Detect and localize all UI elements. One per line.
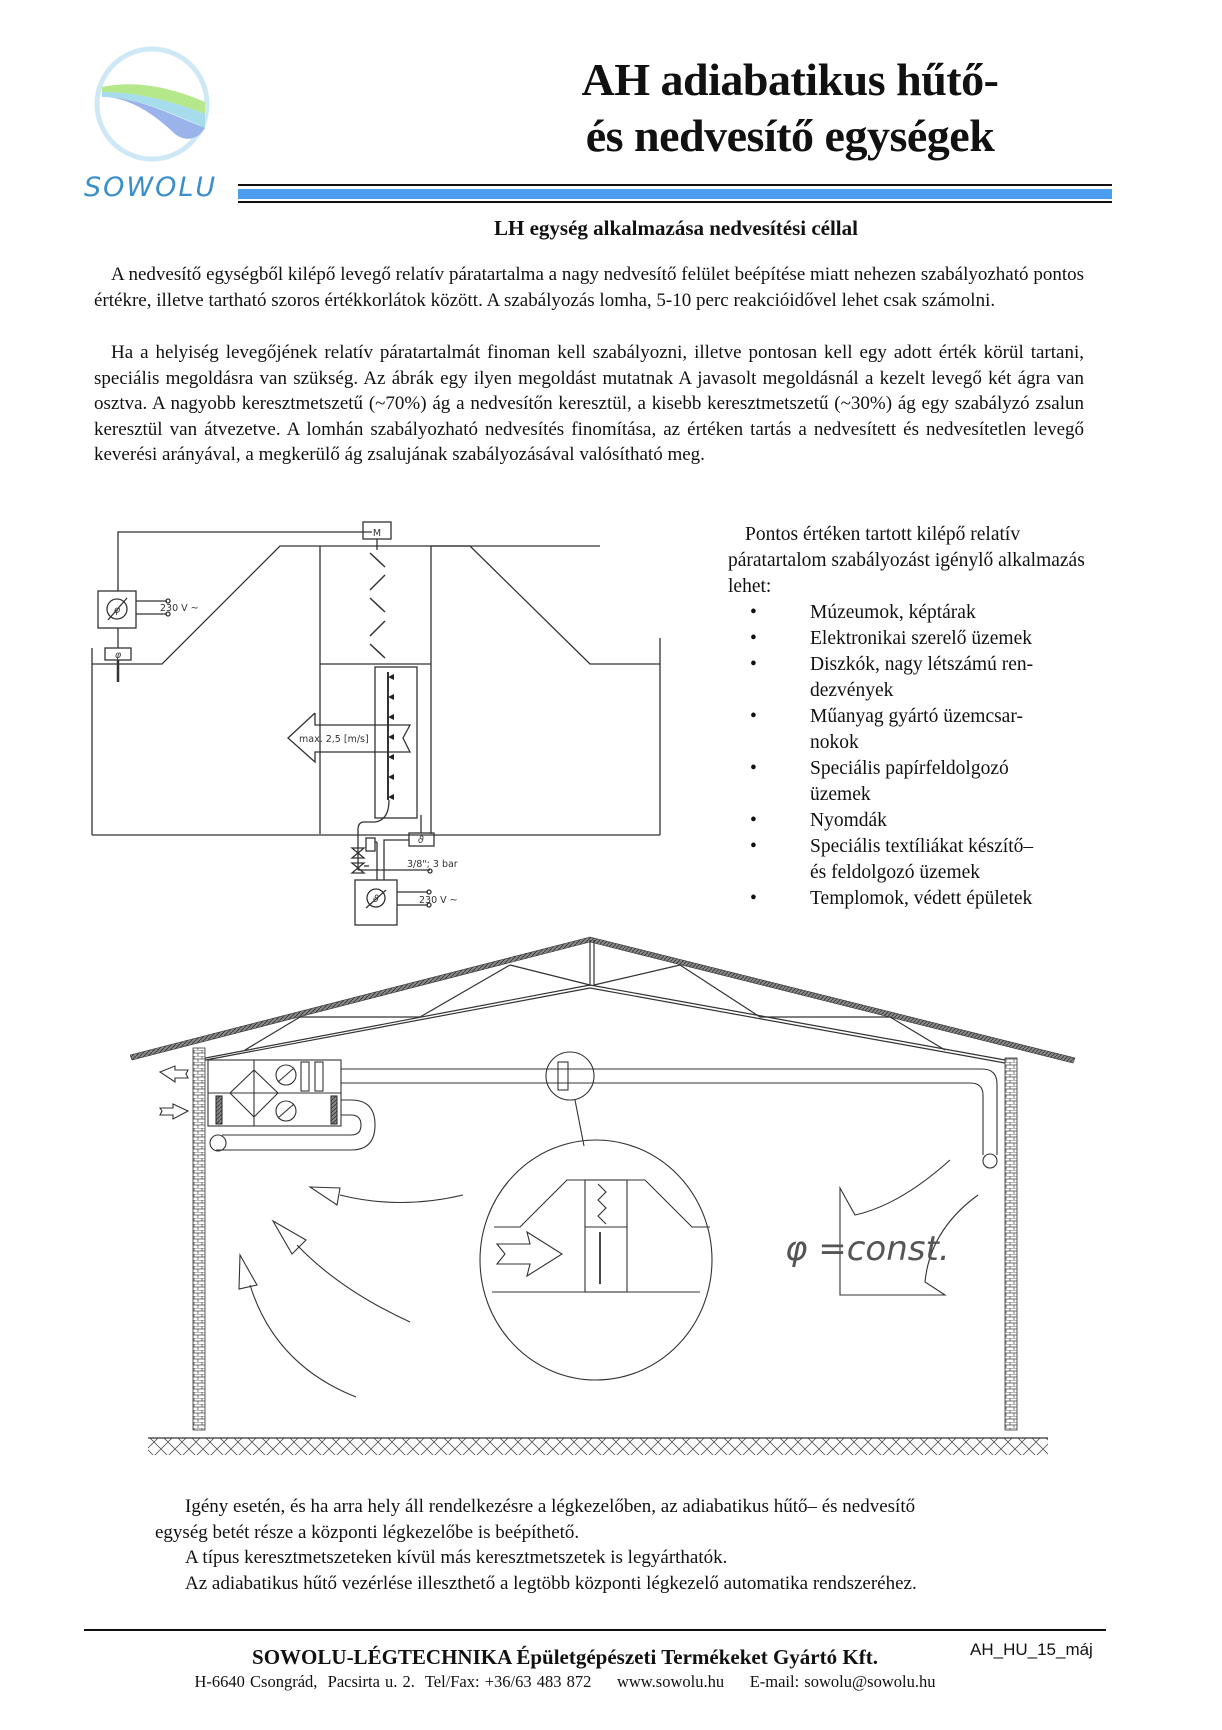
- humidity-sensor-label: φ: [114, 650, 122, 661]
- list-item: • Műanyag gyártó üzemcsar- nokok: [750, 706, 1023, 753]
- paragraph-text: Ha a helyiség levegőjének relatív páratartalmát finoman kell szabályozni, illetve pontosan kell egy adott érték körül tartani, speciális megoldásra van szükség. Az ábrák egy ilyen megoldást mutatnak A javasolt megoldásnál a kezelt levegő két ágra van osztva. A nagyobb keresztmetszetű (~70%) ág a nedvesítőn keresztül, a kisebb keresztmetszetű (~30%) ág egy szabályzó zsalun keresztül van átvezetve. A lomhán szabályozható nedvesítés finomítása, az értéken tartás a nedvesített és nedvesítetlen levegő keverési arányával, a megkerülő ág zsalujának szabályozásával valósítható meg.: [94, 342, 1084, 465]
- bullet-icon: •: [750, 810, 757, 831]
- controller-symbol: φ: [113, 605, 121, 616]
- bullet-icon: •: [750, 888, 757, 909]
- intro-paragraph-1: [94, 262, 1084, 313]
- list-item: • Speciális textíliákat készítő– és feldolgozó üzemek: [750, 836, 1034, 883]
- building-section-diagram: [130, 925, 1090, 1455]
- motor-label: M: [372, 528, 382, 539]
- bullet-icon: •: [750, 758, 757, 779]
- title-line-1: AH adiabatikus hűtő-: [581, 54, 999, 105]
- closing-line-4: Az adiabatikus hűtő vezérlése illeszthető a legtöbb központi légkezelő automatika rendszeréhez.: [185, 1572, 917, 1594]
- header-rule-bottom: [238, 201, 1112, 203]
- list-item: • Diszkók, nagy létszámú ren- dezvények: [750, 654, 1034, 701]
- bullet-icon: •: [750, 602, 757, 623]
- list-item: • Múzeumok, képtárak: [728, 600, 1098, 626]
- bullet-icon: •: [750, 628, 757, 649]
- humidifier-schematic-diagram: [80, 510, 720, 930]
- section-subtitle: LH egység alkalmazása nedvesítési céllal: [494, 216, 858, 240]
- water-connection-label: 3/8"; 3 bar: [407, 859, 458, 870]
- closing-line-1: Igény esetén, és ha arra hely áll rendelkezésre a légkezelőben, az adiabatikus hűtő– és nedvesítő: [185, 1496, 916, 1517]
- bullet-icon: •: [750, 706, 757, 727]
- right-wall: [1005, 1058, 1017, 1430]
- controller-symbol-bottom: ϑ: [373, 894, 379, 905]
- ground-hatch: [148, 1438, 1048, 1455]
- closing-line-2: egység betét része a központi légkezelőbe is beépíthető.: [155, 1521, 580, 1543]
- list-item: • Speciális papírfeldolgozó üzemek: [750, 758, 1009, 805]
- logo-text: SOWOLU: [84, 172, 218, 203]
- applications-items: [728, 600, 1098, 912]
- header-rule-top: [238, 184, 1112, 186]
- paragraph-text: A nedvesítő egységből kilépő levegő relatív páratartalma a nagy nedvesítő felület beépítése miatt nehezen szabályozható pontos értékre, illetve tartható szoros értékkorlátok között. A szabályozás lomha, 5-10 perc reakcióidővel lehet csak számolni.: [94, 264, 1084, 311]
- list-item: • Nyomdák: [728, 808, 1098, 834]
- page-title: [480, 52, 1100, 164]
- footer-company-name: SOWOLU-LÉGTECHNIKA Épületgépészeti Termékeket Gyártó Kft.: [252, 1645, 878, 1669]
- bullet-icon: •: [750, 654, 757, 675]
- voltage-label-top: 230 V ~: [160, 603, 199, 614]
- voltage-label-bottom: 230 V ~: [419, 895, 458, 906]
- intro-paragraph-2: [94, 340, 1084, 468]
- closing-paragraph: [155, 1494, 1060, 1596]
- footer-contact-info: H-6640 Csongrád, Pacsirta u. 2. Tel/Fax: +36/63 483 872 www.sowolu.hu E-mail: sowolu@sowolu.hu: [194, 1672, 936, 1691]
- document-code: AH_HU_15_máj: [970, 1640, 1093, 1659]
- footer-rule: [84, 1629, 1106, 1631]
- closing-line-3: A típus keresztmetszeteken kívül más keresztmetszetek is legyárthatók.: [185, 1547, 728, 1568]
- list-item: • Elektronikai szerelő üzemek: [728, 626, 1098, 652]
- velocity-label: max. 2,5 [m/s]: [299, 734, 369, 745]
- list-item: • Templomok, védett épületek: [728, 886, 1098, 912]
- humidity-const-label: φ =const.: [785, 1229, 950, 1269]
- title-line-2: és nedvesítő egységek: [585, 110, 995, 161]
- header-rule-blue: [238, 189, 1112, 199]
- applications-list: [728, 522, 1098, 912]
- left-wall: [193, 1048, 205, 1430]
- temp-sensor-label: ϑ: [418, 835, 424, 846]
- applications-intro: Pontos értéken tartott kilépő relatív páratartalom szabályozást igénylő alkalmazás lehet:: [728, 524, 1085, 597]
- bullet-icon: •: [750, 836, 757, 857]
